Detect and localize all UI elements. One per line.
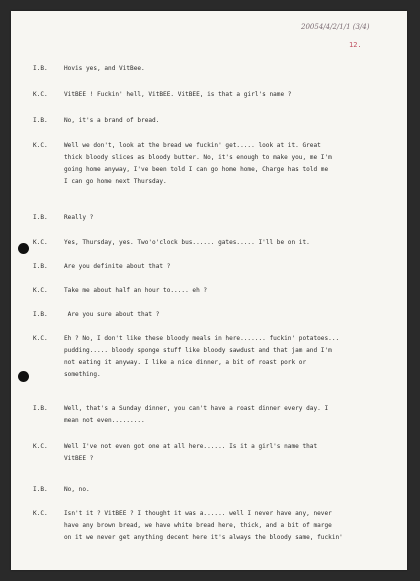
document-page — [11, 11, 407, 570]
speaker-label: I.B. — [33, 486, 48, 493]
speaker-label: I.B. — [33, 311, 48, 318]
utterance-line: Well, that's a Sunday dinner, you can't have a roast dinner every day. I — [64, 405, 329, 412]
speaker-label: I.B. — [33, 405, 48, 412]
utterance-line: Are you definite about that ? — [64, 263, 171, 270]
utterance-text — [64, 333, 394, 381]
speaker-label: K.C. — [33, 142, 48, 149]
utterance-text — [64, 441, 394, 465]
utterance-text — [64, 89, 394, 101]
archive-reference: 20054/4/2/1/1 (3/4) — [301, 23, 370, 31]
utterance-text — [64, 285, 394, 297]
speaker-label: I.B. — [33, 214, 48, 221]
speaker-label: I.B. — [33, 263, 48, 270]
speaker-label: K.C. — [33, 335, 48, 342]
punch-hole — [18, 371, 29, 382]
utterance-line: VitBEE ? — [64, 455, 94, 462]
utterance-line: VitBEE ! Fuckin' hell, VitBEE. VitBEE, is that a girl's name ? — [64, 91, 292, 98]
utterance-text — [64, 237, 394, 249]
speaker-label: K.C. — [33, 287, 48, 294]
page-number: 12. — [349, 41, 362, 49]
utterance-text — [64, 261, 394, 273]
utterance-line: No, it's a brand of bread. — [64, 117, 160, 124]
utterance-line: have any brown bread, we have white bread here, thick, and a bit of marge — [64, 522, 332, 529]
utterance-line: Yes, Thursday, yes. Two'o'clock bus...... gates..... I'll be on it. — [64, 239, 310, 246]
utterance-line: not eating it anyway. I like a nice dinner, a bit of roast pork or — [64, 359, 307, 366]
utterance-text — [64, 403, 394, 427]
utterance-line: No, no. — [64, 486, 90, 493]
speaker-label: K.C. — [33, 91, 48, 98]
utterance-line: Isn't it ? VitBEE ? I thought it was a...... well I never have any, never — [64, 510, 332, 517]
utterance-line: going home anyway, I've been told I can go home home, Charge has told me — [64, 166, 329, 173]
utterance-line: mean not even......... — [64, 417, 145, 424]
utterance-line: pudding..... bloody sponge stuff like bloody sawdust and that jam and I'm — [64, 347, 332, 354]
utterance-line: Are you sure about that ? — [64, 311, 160, 318]
utterance-text — [64, 212, 394, 224]
speaker-label: I.B. — [33, 117, 48, 124]
speaker-label: K.C. — [33, 443, 48, 450]
utterance-line: Well we don't, look at the bread we fuckin' get..... look at it. Great — [64, 142, 321, 149]
utterance-line: on it we never get anything decent here it's always the bloody same, fuckin' — [64, 534, 343, 541]
speaker-label: I.B. — [33, 65, 48, 72]
utterance-line: thick bloody slices as bloody butter. No, it's enough to make you, me I'm — [64, 154, 332, 161]
speaker-label: K.C. — [33, 239, 48, 246]
utterance-line: something. — [64, 371, 101, 378]
utterance-line: Really ? — [64, 214, 94, 221]
utterance-line: Hovis yes, and VitBee. — [64, 65, 145, 72]
utterance-text — [64, 115, 394, 127]
utterance-text — [64, 508, 394, 544]
utterance-text — [64, 484, 394, 496]
utterance-line: Eh ? No, I don't like these bloody meals in here....... fuckin' potatoes... — [64, 335, 340, 342]
punch-hole — [18, 243, 29, 254]
utterance-line: I can go home next Thursday. — [64, 178, 167, 185]
speaker-label: K.C. — [33, 510, 48, 517]
utterance-text — [64, 140, 394, 188]
utterance-line: Take me about half an hour to..... eh ? — [64, 287, 208, 294]
utterance-text — [64, 63, 394, 75]
utterance-line: Well I've not even got one at all here...... Is it a girl's name that — [64, 443, 318, 450]
utterance-text — [64, 309, 394, 321]
